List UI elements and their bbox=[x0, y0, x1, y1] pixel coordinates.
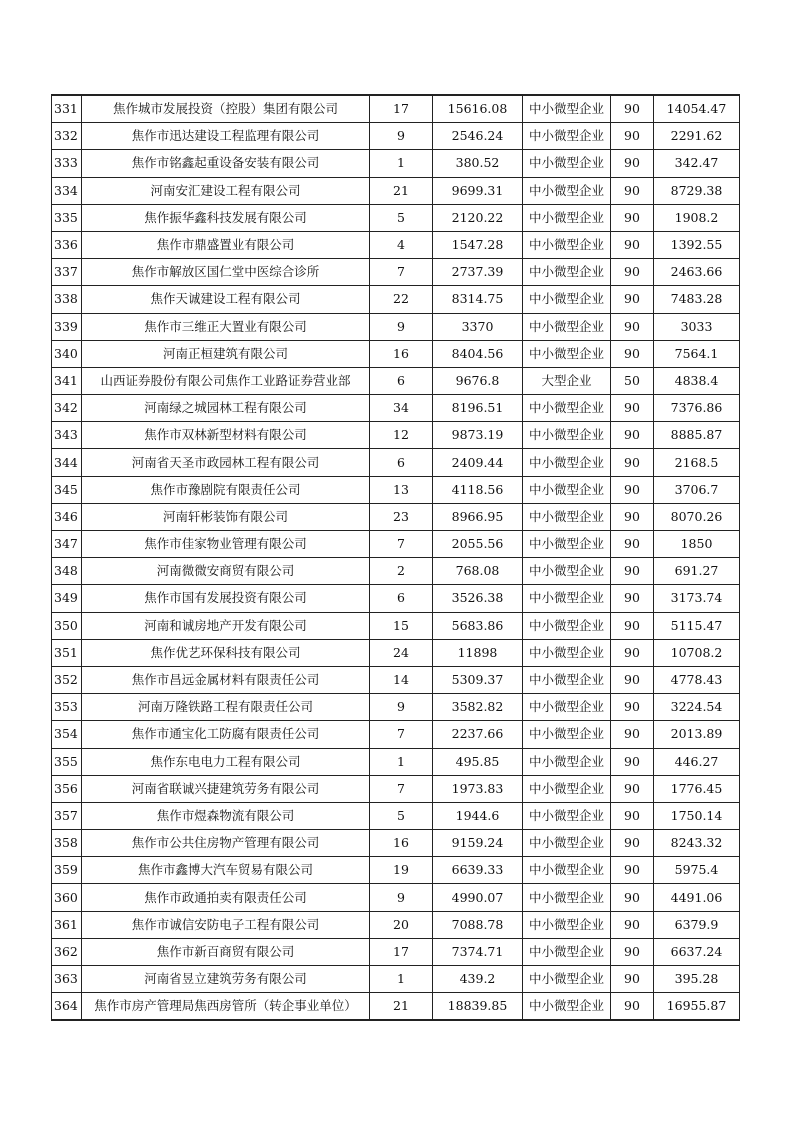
percent-cell: 90 bbox=[611, 95, 654, 123]
enterprise-type-cell: 中小微型企业 bbox=[523, 775, 611, 802]
refund-amount-cell: 7564.1 bbox=[654, 340, 740, 367]
company-name-cell: 河南正桓建筑有限公司 bbox=[82, 340, 370, 367]
count-cell: 1 bbox=[370, 150, 433, 177]
amount-cell: 8314.75 bbox=[433, 286, 523, 313]
table-row bbox=[52, 802, 740, 829]
percent-cell: 90 bbox=[611, 286, 654, 313]
company-name-cell: 焦作市煜森物流有限公司 bbox=[82, 802, 370, 829]
amount-cell: 1973.83 bbox=[433, 775, 523, 802]
row-number-cell: 360 bbox=[52, 884, 82, 911]
count-cell: 14 bbox=[370, 666, 433, 693]
enterprise-type-cell: 中小微型企业 bbox=[523, 585, 611, 612]
percent-cell: 90 bbox=[611, 558, 654, 585]
count-cell: 2 bbox=[370, 558, 433, 585]
count-cell: 17 bbox=[370, 938, 433, 965]
percent-cell: 90 bbox=[611, 422, 654, 449]
enterprise-type-cell: 中小微型企业 bbox=[523, 476, 611, 503]
table-row bbox=[52, 422, 740, 449]
table-row bbox=[52, 204, 740, 231]
table-row bbox=[52, 911, 740, 938]
count-cell: 22 bbox=[370, 286, 433, 313]
company-name-cell: 河南绿之城园林工程有限公司 bbox=[82, 395, 370, 422]
enterprise-type-cell: 中小微型企业 bbox=[523, 694, 611, 721]
amount-cell: 7088.78 bbox=[433, 911, 523, 938]
company-name-cell: 河南和诚房地产开发有限公司 bbox=[82, 612, 370, 639]
count-cell: 16 bbox=[370, 830, 433, 857]
enterprise-type-cell: 中小微型企业 bbox=[523, 449, 611, 476]
refund-amount-cell: 691.27 bbox=[654, 558, 740, 585]
enterprise-type-cell: 中小微型企业 bbox=[523, 503, 611, 530]
enterprise-type-cell: 中小微型企业 bbox=[523, 830, 611, 857]
table-row bbox=[52, 612, 740, 639]
table-row bbox=[52, 558, 740, 585]
company-name-cell: 焦作天诚建设工程有限公司 bbox=[82, 286, 370, 313]
count-cell: 1 bbox=[370, 748, 433, 775]
table-row bbox=[52, 531, 740, 558]
enterprise-type-cell: 中小微型企业 bbox=[523, 177, 611, 204]
refund-amount-cell: 8885.87 bbox=[654, 422, 740, 449]
row-number-cell: 351 bbox=[52, 639, 82, 666]
table-row bbox=[52, 639, 740, 666]
company-name-cell: 焦作市诚信安防电子工程有限公司 bbox=[82, 911, 370, 938]
row-number-cell: 331 bbox=[52, 95, 82, 123]
row-number-cell: 348 bbox=[52, 558, 82, 585]
enterprise-type-cell: 中小微型企业 bbox=[523, 993, 611, 1021]
count-cell: 34 bbox=[370, 395, 433, 422]
amount-cell: 2737.39 bbox=[433, 259, 523, 286]
amount-cell: 9159.24 bbox=[433, 830, 523, 857]
refund-amount-cell: 5975.4 bbox=[654, 857, 740, 884]
table-row bbox=[52, 123, 740, 150]
table-row bbox=[52, 95, 740, 123]
table-row bbox=[52, 231, 740, 258]
company-name-cell: 山西证券股份有限公司焦作工业路证券营业部 bbox=[82, 367, 370, 394]
row-number-cell: 344 bbox=[52, 449, 82, 476]
company-name-cell: 焦作市政通拍卖有限责任公司 bbox=[82, 884, 370, 911]
percent-cell: 90 bbox=[611, 313, 654, 340]
table-row bbox=[52, 993, 740, 1021]
refund-amount-cell: 3173.74 bbox=[654, 585, 740, 612]
refund-amount-cell: 342.47 bbox=[654, 150, 740, 177]
row-number-cell: 358 bbox=[52, 830, 82, 857]
table-row bbox=[52, 721, 740, 748]
percent-cell: 90 bbox=[611, 612, 654, 639]
percent-cell: 90 bbox=[611, 123, 654, 150]
enterprise-type-cell: 中小微型企业 bbox=[523, 884, 611, 911]
company-name-cell: 河南轩彬装饰有限公司 bbox=[82, 503, 370, 530]
refund-amount-cell: 2291.62 bbox=[654, 123, 740, 150]
row-number-cell: 353 bbox=[52, 694, 82, 721]
row-number-cell: 355 bbox=[52, 748, 82, 775]
enterprise-type-cell: 中小微型企业 bbox=[523, 966, 611, 993]
count-cell: 1 bbox=[370, 966, 433, 993]
table-row bbox=[52, 775, 740, 802]
row-number-cell: 340 bbox=[52, 340, 82, 367]
refund-amount-cell: 1392.55 bbox=[654, 231, 740, 258]
count-cell: 5 bbox=[370, 204, 433, 231]
amount-cell: 1547.28 bbox=[433, 231, 523, 258]
percent-cell: 90 bbox=[611, 204, 654, 231]
refund-amount-cell: 1908.2 bbox=[654, 204, 740, 231]
percent-cell: 90 bbox=[611, 721, 654, 748]
company-name-cell: 焦作市国有发展投资有限公司 bbox=[82, 585, 370, 612]
subsidy-table bbox=[51, 94, 740, 1021]
company-name-cell: 焦作市佳家物业管理有限公司 bbox=[82, 531, 370, 558]
refund-amount-cell: 446.27 bbox=[654, 748, 740, 775]
amount-cell: 7374.71 bbox=[433, 938, 523, 965]
table-row bbox=[52, 449, 740, 476]
refund-amount-cell: 1750.14 bbox=[654, 802, 740, 829]
table-row bbox=[52, 748, 740, 775]
count-cell: 4 bbox=[370, 231, 433, 258]
enterprise-type-cell: 中小微型企业 bbox=[523, 150, 611, 177]
row-number-cell: 333 bbox=[52, 150, 82, 177]
percent-cell: 90 bbox=[611, 748, 654, 775]
amount-cell: 9676.8 bbox=[433, 367, 523, 394]
table-row bbox=[52, 367, 740, 394]
count-cell: 16 bbox=[370, 340, 433, 367]
amount-cell: 1944.6 bbox=[433, 802, 523, 829]
percent-cell: 50 bbox=[611, 367, 654, 394]
company-name-cell: 焦作市铭鑫起重设备安装有限公司 bbox=[82, 150, 370, 177]
refund-amount-cell: 3224.54 bbox=[654, 694, 740, 721]
count-cell: 13 bbox=[370, 476, 433, 503]
refund-amount-cell: 4491.06 bbox=[654, 884, 740, 911]
row-number-cell: 332 bbox=[52, 123, 82, 150]
refund-amount-cell: 6637.24 bbox=[654, 938, 740, 965]
row-number-cell: 341 bbox=[52, 367, 82, 394]
enterprise-type-cell: 中小微型企业 bbox=[523, 259, 611, 286]
percent-cell: 90 bbox=[611, 340, 654, 367]
amount-cell: 2055.56 bbox=[433, 531, 523, 558]
percent-cell: 90 bbox=[611, 531, 654, 558]
table-row bbox=[52, 830, 740, 857]
count-cell: 5 bbox=[370, 802, 433, 829]
row-number-cell: 343 bbox=[52, 422, 82, 449]
amount-cell: 2120.22 bbox=[433, 204, 523, 231]
enterprise-type-cell: 中小微型企业 bbox=[523, 422, 611, 449]
table-row bbox=[52, 476, 740, 503]
row-number-cell: 364 bbox=[52, 993, 82, 1021]
company-name-cell: 焦作市公共住房物产管理有限公司 bbox=[82, 830, 370, 857]
count-cell: 6 bbox=[370, 585, 433, 612]
percent-cell: 90 bbox=[611, 830, 654, 857]
count-cell: 7 bbox=[370, 531, 433, 558]
amount-cell: 5683.86 bbox=[433, 612, 523, 639]
count-cell: 9 bbox=[370, 123, 433, 150]
refund-amount-cell: 1776.45 bbox=[654, 775, 740, 802]
company-name-cell: 河南微微安商贸有限公司 bbox=[82, 558, 370, 585]
row-number-cell: 335 bbox=[52, 204, 82, 231]
enterprise-type-cell: 中小微型企业 bbox=[523, 911, 611, 938]
refund-amount-cell: 6379.9 bbox=[654, 911, 740, 938]
amount-cell: 3370 bbox=[433, 313, 523, 340]
refund-amount-cell: 395.28 bbox=[654, 966, 740, 993]
refund-amount-cell: 4838.4 bbox=[654, 367, 740, 394]
amount-cell: 15616.08 bbox=[433, 95, 523, 123]
count-cell: 7 bbox=[370, 259, 433, 286]
percent-cell: 90 bbox=[611, 802, 654, 829]
amount-cell: 3526.38 bbox=[433, 585, 523, 612]
enterprise-type-cell: 中小微型企业 bbox=[523, 721, 611, 748]
enterprise-type-cell: 中小微型企业 bbox=[523, 95, 611, 123]
row-number-cell: 350 bbox=[52, 612, 82, 639]
count-cell: 6 bbox=[370, 449, 433, 476]
row-number-cell: 357 bbox=[52, 802, 82, 829]
row-number-cell: 345 bbox=[52, 476, 82, 503]
percent-cell: 90 bbox=[611, 639, 654, 666]
table-row bbox=[52, 666, 740, 693]
row-number-cell: 337 bbox=[52, 259, 82, 286]
enterprise-type-cell: 中小微型企业 bbox=[523, 857, 611, 884]
amount-cell: 6639.33 bbox=[433, 857, 523, 884]
company-name-cell: 河南省天圣市政园林工程有限公司 bbox=[82, 449, 370, 476]
refund-amount-cell: 7483.28 bbox=[654, 286, 740, 313]
amount-cell: 2546.24 bbox=[433, 123, 523, 150]
refund-amount-cell: 8070.26 bbox=[654, 503, 740, 530]
amount-cell: 380.52 bbox=[433, 150, 523, 177]
row-number-cell: 356 bbox=[52, 775, 82, 802]
refund-amount-cell: 16955.87 bbox=[654, 993, 740, 1021]
company-name-cell: 焦作城市发展投资（控股）集团有限公司 bbox=[82, 95, 370, 123]
row-number-cell: 346 bbox=[52, 503, 82, 530]
percent-cell: 90 bbox=[611, 884, 654, 911]
table-row bbox=[52, 694, 740, 721]
amount-cell: 11898 bbox=[433, 639, 523, 666]
count-cell: 9 bbox=[370, 884, 433, 911]
count-cell: 9 bbox=[370, 694, 433, 721]
percent-cell: 90 bbox=[611, 993, 654, 1021]
percent-cell: 90 bbox=[611, 150, 654, 177]
enterprise-type-cell: 中小微型企业 bbox=[523, 204, 611, 231]
percent-cell: 90 bbox=[611, 911, 654, 938]
row-number-cell: 359 bbox=[52, 857, 82, 884]
count-cell: 9 bbox=[370, 313, 433, 340]
amount-cell: 8196.51 bbox=[433, 395, 523, 422]
amount-cell: 439.2 bbox=[433, 966, 523, 993]
refund-amount-cell: 10708.2 bbox=[654, 639, 740, 666]
enterprise-type-cell: 中小微型企业 bbox=[523, 313, 611, 340]
amount-cell: 5309.37 bbox=[433, 666, 523, 693]
company-name-cell: 焦作东电电力工程有限公司 bbox=[82, 748, 370, 775]
count-cell: 7 bbox=[370, 775, 433, 802]
amount-cell: 768.08 bbox=[433, 558, 523, 585]
company-name-cell: 焦作市三维正大置业有限公司 bbox=[82, 313, 370, 340]
row-number-cell: 361 bbox=[52, 911, 82, 938]
company-name-cell: 焦作市通宝化工防腐有限责任公司 bbox=[82, 721, 370, 748]
percent-cell: 90 bbox=[611, 666, 654, 693]
table-row bbox=[52, 395, 740, 422]
enterprise-type-cell: 中小微型企业 bbox=[523, 748, 611, 775]
company-name-cell: 焦作市房产管理局焦西房管所（转企事业单位） bbox=[82, 993, 370, 1021]
refund-amount-cell: 3706.7 bbox=[654, 476, 740, 503]
refund-amount-cell: 4778.43 bbox=[654, 666, 740, 693]
refund-amount-cell: 7376.86 bbox=[654, 395, 740, 422]
company-name-cell: 焦作优艺环保科技有限公司 bbox=[82, 639, 370, 666]
enterprise-type-cell: 中小微型企业 bbox=[523, 395, 611, 422]
table-row bbox=[52, 313, 740, 340]
enterprise-type-cell: 中小微型企业 bbox=[523, 558, 611, 585]
table-row bbox=[52, 857, 740, 884]
refund-amount-cell: 2013.89 bbox=[654, 721, 740, 748]
count-cell: 17 bbox=[370, 95, 433, 123]
refund-amount-cell: 8729.38 bbox=[654, 177, 740, 204]
refund-amount-cell: 5115.47 bbox=[654, 612, 740, 639]
count-cell: 24 bbox=[370, 639, 433, 666]
count-cell: 15 bbox=[370, 612, 433, 639]
row-number-cell: 354 bbox=[52, 721, 82, 748]
amount-cell: 4118.56 bbox=[433, 476, 523, 503]
refund-amount-cell: 14054.47 bbox=[654, 95, 740, 123]
company-name-cell: 焦作市新百商贸有限公司 bbox=[82, 938, 370, 965]
percent-cell: 90 bbox=[611, 857, 654, 884]
row-number-cell: 338 bbox=[52, 286, 82, 313]
count-cell: 7 bbox=[370, 721, 433, 748]
percent-cell: 90 bbox=[611, 395, 654, 422]
percent-cell: 90 bbox=[611, 231, 654, 258]
company-name-cell: 焦作振华鑫科技发展有限公司 bbox=[82, 204, 370, 231]
count-cell: 20 bbox=[370, 911, 433, 938]
row-number-cell: 349 bbox=[52, 585, 82, 612]
amount-cell: 2237.66 bbox=[433, 721, 523, 748]
amount-cell: 9873.19 bbox=[433, 422, 523, 449]
refund-amount-cell: 2168.5 bbox=[654, 449, 740, 476]
count-cell: 21 bbox=[370, 993, 433, 1021]
percent-cell: 90 bbox=[611, 259, 654, 286]
refund-amount-cell: 3033 bbox=[654, 313, 740, 340]
percent-cell: 90 bbox=[611, 177, 654, 204]
table-row bbox=[52, 340, 740, 367]
enterprise-type-cell: 中小微型企业 bbox=[523, 666, 611, 693]
count-cell: 19 bbox=[370, 857, 433, 884]
percent-cell: 90 bbox=[611, 966, 654, 993]
company-name-cell: 焦作市鼎盛置业有限公司 bbox=[82, 231, 370, 258]
table-row bbox=[52, 259, 740, 286]
table-row bbox=[52, 286, 740, 313]
company-name-cell: 焦作市鑫博大汽车贸易有限公司 bbox=[82, 857, 370, 884]
company-name-cell: 焦作市双林新型材料有限公司 bbox=[82, 422, 370, 449]
table-row bbox=[52, 884, 740, 911]
amount-cell: 8966.95 bbox=[433, 503, 523, 530]
row-number-cell: 362 bbox=[52, 938, 82, 965]
row-number-cell: 336 bbox=[52, 231, 82, 258]
refund-amount-cell: 2463.66 bbox=[654, 259, 740, 286]
count-cell: 23 bbox=[370, 503, 433, 530]
company-name-cell: 河南安汇建设工程有限公司 bbox=[82, 177, 370, 204]
percent-cell: 90 bbox=[611, 449, 654, 476]
enterprise-type-cell: 中小微型企业 bbox=[523, 340, 611, 367]
amount-cell: 2409.44 bbox=[433, 449, 523, 476]
row-number-cell: 334 bbox=[52, 177, 82, 204]
count-cell: 12 bbox=[370, 422, 433, 449]
amount-cell: 4990.07 bbox=[433, 884, 523, 911]
amount-cell: 495.85 bbox=[433, 748, 523, 775]
table-row bbox=[52, 150, 740, 177]
row-number-cell: 342 bbox=[52, 395, 82, 422]
company-name-cell: 焦作市迅达建设工程监理有限公司 bbox=[82, 123, 370, 150]
row-number-cell: 363 bbox=[52, 966, 82, 993]
company-name-cell: 焦作市昌远金属材料有限责任公司 bbox=[82, 666, 370, 693]
percent-cell: 90 bbox=[611, 938, 654, 965]
amount-cell: 3582.82 bbox=[433, 694, 523, 721]
table-body bbox=[52, 95, 740, 1020]
row-number-cell: 347 bbox=[52, 531, 82, 558]
company-name-cell: 焦作市豫剧院有限责任公司 bbox=[82, 476, 370, 503]
company-name-cell: 河南省联诚兴捷建筑劳务有限公司 bbox=[82, 775, 370, 802]
company-name-cell: 河南万隆铁路工程有限责任公司 bbox=[82, 694, 370, 721]
refund-amount-cell: 1850 bbox=[654, 531, 740, 558]
table-row bbox=[52, 938, 740, 965]
count-cell: 21 bbox=[370, 177, 433, 204]
count-cell: 6 bbox=[370, 367, 433, 394]
percent-cell: 90 bbox=[611, 476, 654, 503]
enterprise-type-cell: 大型企业 bbox=[523, 367, 611, 394]
enterprise-type-cell: 中小微型企业 bbox=[523, 286, 611, 313]
company-name-cell: 焦作市解放区国仁堂中医综合诊所 bbox=[82, 259, 370, 286]
enterprise-type-cell: 中小微型企业 bbox=[523, 531, 611, 558]
enterprise-type-cell: 中小微型企业 bbox=[523, 123, 611, 150]
table-row bbox=[52, 966, 740, 993]
enterprise-type-cell: 中小微型企业 bbox=[523, 938, 611, 965]
enterprise-type-cell: 中小微型企业 bbox=[523, 231, 611, 258]
table-row bbox=[52, 585, 740, 612]
enterprise-type-cell: 中小微型企业 bbox=[523, 802, 611, 829]
table-row bbox=[52, 503, 740, 530]
refund-amount-cell: 8243.32 bbox=[654, 830, 740, 857]
amount-cell: 18839.85 bbox=[433, 993, 523, 1021]
table-row bbox=[52, 177, 740, 204]
percent-cell: 90 bbox=[611, 585, 654, 612]
company-name-cell: 河南省昱立建筑劳务有限公司 bbox=[82, 966, 370, 993]
percent-cell: 90 bbox=[611, 694, 654, 721]
percent-cell: 90 bbox=[611, 775, 654, 802]
amount-cell: 9699.31 bbox=[433, 177, 523, 204]
enterprise-type-cell: 中小微型企业 bbox=[523, 612, 611, 639]
amount-cell: 8404.56 bbox=[433, 340, 523, 367]
enterprise-type-cell: 中小微型企业 bbox=[523, 639, 611, 666]
row-number-cell: 352 bbox=[52, 666, 82, 693]
row-number-cell: 339 bbox=[52, 313, 82, 340]
percent-cell: 90 bbox=[611, 503, 654, 530]
